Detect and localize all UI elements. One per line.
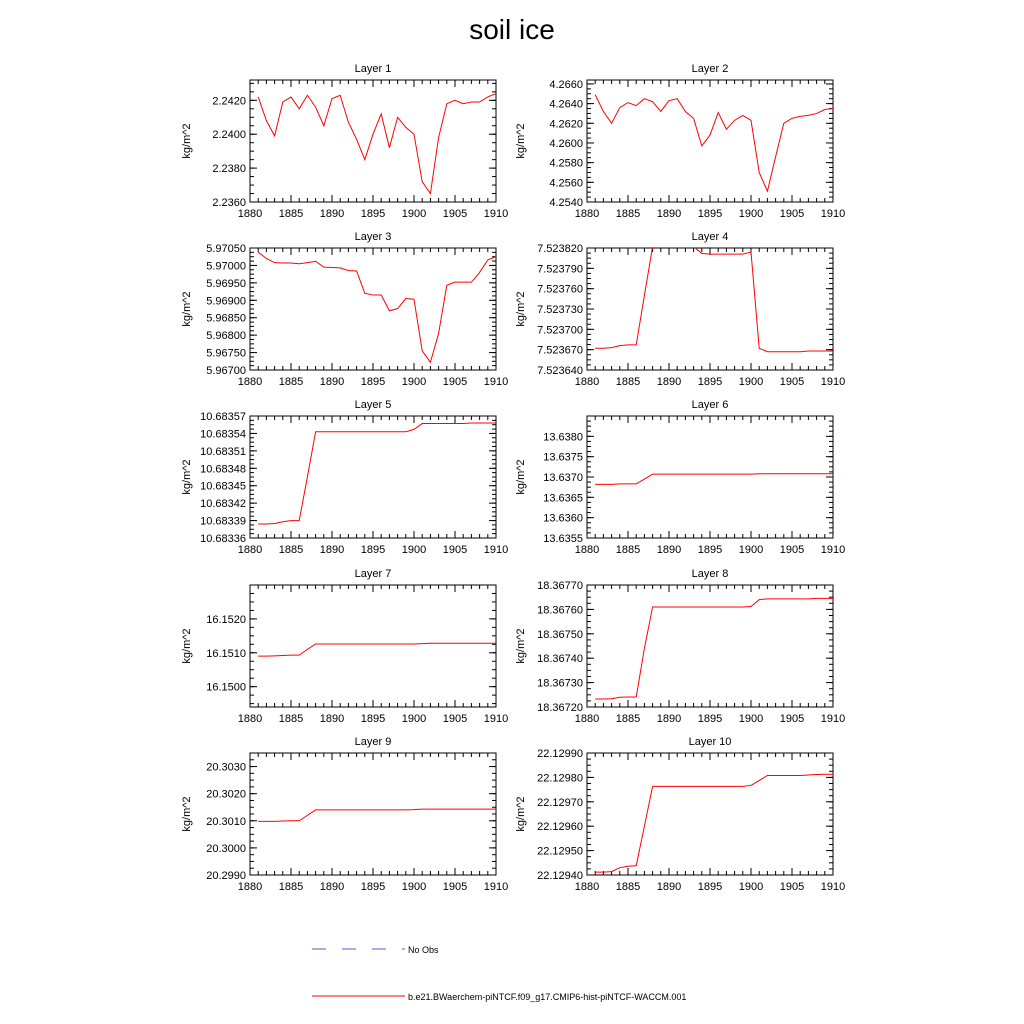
y-tick-label: 2.2360: [212, 197, 246, 209]
x-tick-label: 1900: [401, 376, 427, 388]
y-tick-label: 20.3010: [206, 815, 246, 828]
y-axis-label: kg/m^2: [181, 459, 193, 495]
x-tick-label: 1885: [615, 376, 641, 388]
x-tick-label: 1910: [820, 713, 846, 725]
y-tick-label: 7.523700: [537, 324, 583, 337]
y-tick-label: 20.3000: [206, 842, 246, 855]
legend-model-label: b.e21.BWaerchem-piNTCF.f09_g17.CMIP6-hist-piNTCF-WACCM.001: [408, 992, 687, 1002]
x-tick-label: 1890: [319, 881, 345, 893]
y-tick-label: 4.2540: [549, 197, 583, 209]
x-tick-label: 1905: [779, 376, 805, 388]
plot-frame: [250, 585, 496, 707]
panel-title: Layer 6: [691, 399, 729, 411]
series-line: [595, 598, 833, 699]
panel-title: Layer 3: [354, 231, 392, 243]
x-tick-label: 1910: [820, 376, 846, 388]
x-tick-label: 1900: [738, 544, 764, 556]
x-tick-label: 1890: [319, 544, 345, 556]
panel-layer-8: [515, 568, 845, 725]
plot-frame: [250, 753, 496, 875]
x-tick-label: 1900: [738, 881, 764, 893]
panel-layer-3: [181, 231, 508, 388]
x-tick-label: 1895: [697, 376, 723, 388]
x-tick-label: 1880: [574, 376, 600, 388]
y-tick-label: 10.68339: [200, 515, 246, 528]
x-tick-label: 1905: [779, 881, 805, 893]
series-line: [595, 474, 833, 485]
y-tick-label: 2.2400: [212, 129, 246, 142]
x-tick-label: 1890: [656, 544, 682, 556]
x-tick-label: 1910: [820, 881, 846, 893]
plot-frame: [250, 248, 496, 370]
x-tick-label: 1905: [779, 208, 805, 220]
plot-frame: [587, 80, 833, 202]
x-tick-label: 1905: [442, 713, 468, 725]
x-tick-label: 1885: [278, 713, 304, 725]
x-tick-label: 1890: [656, 713, 682, 725]
y-tick-label: 10.68357: [200, 411, 246, 423]
x-tick-label: 1890: [656, 208, 682, 220]
y-tick-label: 7.523820: [537, 243, 583, 255]
series-line: [258, 423, 496, 524]
panel-layer-7: [181, 568, 508, 725]
panel-title: Layer 1: [354, 63, 392, 75]
x-tick-label: 1880: [237, 881, 263, 893]
panel-title: Layer 8: [691, 568, 729, 580]
y-tick-label: 5.96800: [206, 330, 246, 343]
x-tick-label: 1900: [738, 208, 764, 220]
y-tick-label: 22.12980: [537, 772, 583, 785]
panel-layer-2: [515, 63, 845, 220]
x-tick-label: 1895: [360, 713, 386, 725]
y-tick-label: 4.2560: [549, 177, 583, 190]
panel-title: Layer 9: [354, 736, 392, 748]
x-tick-label: 1910: [820, 544, 846, 556]
x-tick-label: 1895: [360, 208, 386, 220]
panel-title: Layer 2: [691, 63, 729, 75]
plot-frame: [250, 416, 496, 538]
panel-layer-4: [515, 231, 845, 388]
y-tick-label: 7.523730: [537, 304, 583, 316]
series-line: [258, 94, 496, 194]
y-tick-label: 13.6375: [543, 451, 583, 464]
x-tick-label: 1890: [319, 376, 345, 388]
series-line: [595, 774, 833, 872]
y-tick-label: 10.68345: [200, 480, 246, 493]
y-tick-label: 10.68351: [200, 445, 246, 458]
x-tick-label: 1895: [697, 881, 723, 893]
y-tick-label: 18.36770: [537, 580, 583, 592]
x-tick-label: 1885: [278, 881, 304, 893]
panel-layer-10: [515, 736, 845, 893]
x-tick-label: 1880: [237, 544, 263, 556]
x-tick-label: 1900: [738, 713, 764, 725]
panel-layer-5: [181, 399, 508, 556]
y-tick-label: 13.6355: [543, 533, 583, 545]
x-tick-label: 1910: [820, 208, 846, 220]
y-tick-label: 18.36720: [537, 702, 583, 714]
legend-obs-label: No Obs: [408, 945, 439, 955]
x-tick-label: 1900: [738, 376, 764, 388]
x-tick-label: 1885: [615, 208, 641, 220]
y-tick-label: 5.96900: [206, 295, 246, 308]
plot-frame: [250, 80, 496, 202]
y-tick-label: 20.2990: [206, 870, 246, 882]
y-tick-label: 13.6370: [543, 472, 583, 484]
x-tick-label: 1910: [483, 376, 509, 388]
x-tick-label: 1890: [319, 713, 345, 725]
y-tick-label: 10.68342: [200, 498, 246, 511]
x-tick-label: 1895: [360, 376, 386, 388]
y-tick-label: 4.2620: [549, 118, 583, 131]
x-tick-label: 1905: [442, 376, 468, 388]
x-tick-label: 1880: [574, 544, 600, 556]
y-tick-label: 18.36760: [537, 604, 583, 617]
y-axis-label: kg/m^2: [181, 796, 193, 832]
x-tick-label: 1900: [401, 713, 427, 725]
y-tick-label: 4.2600: [549, 137, 583, 150]
y-tick-label: 5.97050: [206, 243, 246, 255]
x-tick-label: 1895: [697, 713, 723, 725]
series-line: [258, 643, 496, 656]
plot-frame: [587, 585, 833, 707]
panel-layer-1: [181, 63, 508, 220]
panel-title: Layer 4: [691, 231, 729, 243]
y-tick-label: 7.523670: [537, 344, 583, 357]
y-tick-label: 10.68348: [200, 463, 246, 476]
x-tick-label: 1895: [360, 544, 386, 556]
y-tick-label: 4.2580: [549, 157, 583, 170]
x-tick-label: 1905: [442, 881, 468, 893]
y-tick-label: 5.96700: [206, 365, 246, 377]
x-tick-label: 1885: [278, 208, 304, 220]
y-axis-label: kg/m^2: [181, 123, 193, 159]
y-tick-label: 7.523790: [537, 263, 583, 276]
x-tick-label: 1910: [483, 544, 509, 556]
panel-title: Layer 7: [354, 568, 392, 580]
y-axis-label: kg/m^2: [515, 123, 527, 159]
series-line: [595, 95, 833, 191]
y-tick-label: 22.12940: [537, 870, 583, 882]
y-axis-label: kg/m^2: [515, 459, 527, 495]
x-tick-label: 1880: [574, 881, 600, 893]
y-tick-label: 22.12970: [537, 796, 583, 809]
panel-layer-9: [181, 736, 508, 893]
panel-layer-6: [515, 399, 845, 556]
panels: [181, 63, 845, 893]
y-axis-label: kg/m^2: [515, 628, 527, 664]
y-tick-label: 13.6365: [543, 492, 583, 505]
y-tick-label: 7.523760: [537, 283, 583, 296]
y-tick-label: 16.1510: [206, 647, 246, 660]
y-tick-label: 20.3030: [206, 761, 246, 774]
y-tick-label: 18.36730: [537, 677, 583, 690]
y-axis-label: kg/m^2: [515, 291, 527, 327]
y-tick-label: 22.12950: [537, 845, 583, 858]
x-tick-label: 1885: [615, 544, 641, 556]
x-tick-label: 1910: [483, 208, 509, 220]
x-tick-label: 1895: [360, 881, 386, 893]
x-tick-label: 1890: [656, 881, 682, 893]
y-tick-label: 2.2380: [212, 163, 246, 176]
y-tick-label: 5.96750: [206, 347, 246, 360]
plot-frame: [587, 753, 833, 875]
x-tick-label: 1885: [278, 376, 304, 388]
x-tick-label: 1900: [401, 881, 427, 893]
y-tick-label: 5.97000: [206, 260, 246, 273]
x-tick-label: 1880: [237, 376, 263, 388]
x-tick-label: 1900: [401, 544, 427, 556]
x-tick-label: 1905: [442, 544, 468, 556]
x-tick-label: 1910: [483, 881, 509, 893]
x-tick-label: 1880: [237, 208, 263, 220]
panel-title: Layer 5: [354, 399, 392, 411]
x-tick-label: 1890: [656, 376, 682, 388]
y-tick-label: 13.6360: [543, 512, 583, 525]
y-axis-label: kg/m^2: [515, 796, 527, 832]
y-tick-label: 5.96950: [206, 277, 246, 290]
y-tick-label: 22.12960: [537, 821, 583, 834]
x-tick-label: 1905: [779, 713, 805, 725]
x-tick-label: 1910: [483, 713, 509, 725]
y-tick-label: 4.2640: [549, 98, 583, 111]
y-tick-label: 16.1500: [206, 681, 246, 694]
y-tick-label: 10.68354: [200, 428, 246, 441]
y-axis-label: kg/m^2: [181, 291, 193, 327]
x-tick-label: 1880: [237, 713, 263, 725]
plot-frame: [587, 416, 833, 538]
x-tick-label: 1900: [401, 208, 427, 220]
figure-title: soil ice: [469, 14, 555, 45]
y-tick-label: 4.2660: [549, 78, 583, 91]
series-line: [258, 252, 496, 362]
x-tick-label: 1895: [697, 544, 723, 556]
legend: [312, 945, 686, 1002]
y-tick-label: 5.96850: [206, 312, 246, 325]
x-tick-label: 1895: [697, 208, 723, 220]
x-tick-label: 1885: [278, 544, 304, 556]
y-tick-label: 18.36740: [537, 653, 583, 666]
y-tick-label: 7.523640: [537, 365, 583, 377]
x-tick-label: 1880: [574, 208, 600, 220]
y-tick-label: 18.36750: [537, 628, 583, 641]
panel-title: Layer 10: [688, 736, 732, 748]
y-tick-label: 22.12990: [537, 748, 583, 760]
x-tick-label: 1890: [319, 208, 345, 220]
x-tick-label: 1905: [442, 208, 468, 220]
x-tick-label: 1905: [779, 544, 805, 556]
y-tick-label: 20.3020: [206, 788, 246, 801]
y-axis-label: kg/m^2: [181, 628, 193, 664]
y-tick-label: 16.1520: [206, 613, 246, 626]
series-line: [258, 809, 496, 821]
x-tick-label: 1880: [574, 713, 600, 725]
x-tick-label: 1885: [615, 881, 641, 893]
y-tick-label: 13.6380: [543, 431, 583, 444]
y-tick-label: 2.2420: [212, 95, 246, 108]
y-tick-label: 10.68336: [200, 533, 246, 545]
x-tick-label: 1885: [615, 713, 641, 725]
series-line: [595, 241, 833, 351]
